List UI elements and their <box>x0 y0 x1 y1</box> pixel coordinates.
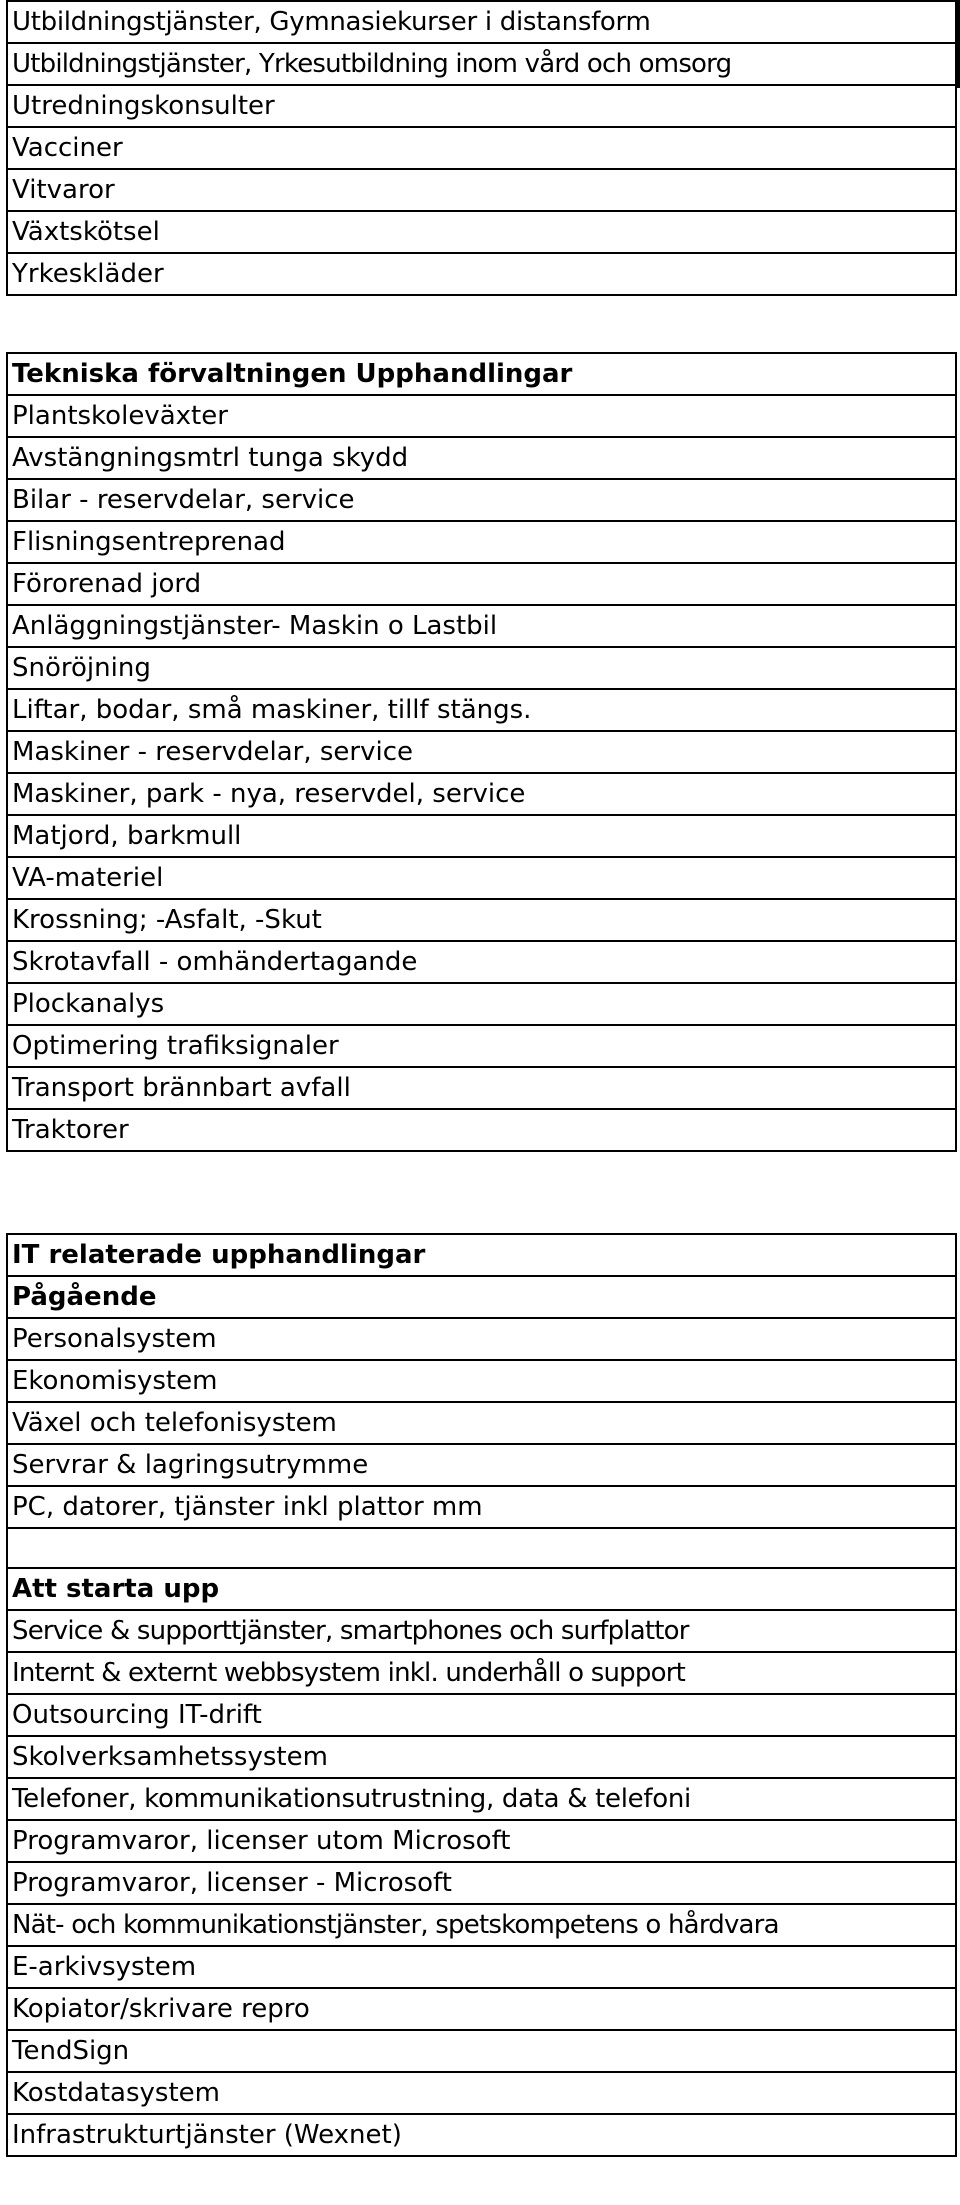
table-row <box>7 1652 956 1694</box>
list-item: TendSign <box>7 2030 956 2072</box>
empty-cell <box>7 1528 956 1568</box>
list-item: Matjord, barkmull <box>7 815 956 857</box>
table-row <box>7 1568 956 1610</box>
list-item: Programvaror, licenser utom Microsoft <box>7 1820 956 1862</box>
list-item: Servrar & lagringsutrymme <box>7 1444 956 1486</box>
list-item: Ekonomisystem <box>7 1360 956 1402</box>
list-item: Liftar, bodar, små maskiner, tillf stängs. <box>7 689 956 731</box>
list-item: Utredningskonsulter <box>7 85 956 127</box>
list-table <box>6 1233 957 2157</box>
list-item: Förorenad jord <box>7 563 956 605</box>
list-item: Avstängningsmtrl tunga skydd <box>7 437 956 479</box>
table-row <box>7 2072 956 2114</box>
list-item: Vitvaror <box>7 169 956 211</box>
section-heading: IT relaterade upphandlingar <box>7 1234 956 1276</box>
table-row <box>7 1402 956 1444</box>
table-row <box>7 85 956 127</box>
table-row <box>7 773 956 815</box>
table-row <box>7 1109 956 1151</box>
table-row <box>7 1276 956 1318</box>
list-item: PC, datorer, tjänster inkl plattor mm <box>7 1486 956 1528</box>
table-row <box>7 983 956 1025</box>
section-heading: Pågående <box>7 1276 956 1318</box>
list-item: Internt & externt webbsystem inkl. underhåll o support <box>7 1652 956 1694</box>
list-item: Optimering trafiksignaler <box>7 1025 956 1067</box>
table-row <box>7 1360 956 1402</box>
list-item: Infrastrukturtjänster (Wexnet) <box>7 2114 956 2156</box>
table-row <box>7 395 956 437</box>
table-row <box>7 1444 956 1486</box>
list-item: Utbildningstjänster, Gymnasiekurser i distansform <box>7 1 956 43</box>
section-heading: Att starta upp <box>7 1568 956 1610</box>
table-row <box>7 211 956 253</box>
table-row <box>7 1234 956 1276</box>
table-row <box>7 1778 956 1820</box>
table-row <box>7 2114 956 2156</box>
table-row <box>7 689 956 731</box>
list-item: Krossning; -Asfalt, -Skut <box>7 899 956 941</box>
block-general <box>6 0 957 296</box>
table-row <box>7 815 956 857</box>
list-item: Anläggningstjänster- Maskin o Lastbil <box>7 605 956 647</box>
list-item: Personalsystem <box>7 1318 956 1360</box>
table-row <box>7 1820 956 1862</box>
table-row <box>7 1736 956 1778</box>
list-item: Vacciner <box>7 127 956 169</box>
list-item: Traktorer <box>7 1109 956 1151</box>
block-tekniska-forvaltningen <box>6 352 957 1152</box>
table-row <box>7 1486 956 1528</box>
table-row <box>7 1862 956 1904</box>
table-row <box>7 1694 956 1736</box>
list-item: Transport brännbart avfall <box>7 1067 956 1109</box>
section-heading: Tekniska förvaltningen Upphandlingar <box>7 353 956 395</box>
list-item: Telefoner, kommunikationsutrustning, data & telefoni <box>7 1778 956 1820</box>
list-item: Programvaror, licenser - Microsoft <box>7 1862 956 1904</box>
table-row <box>7 1 956 43</box>
list-item: Plantskoleväxter <box>7 395 956 437</box>
list-item: Maskiner, park - nya, reservdel, service <box>7 773 956 815</box>
list-table <box>6 0 957 296</box>
table-row <box>7 563 956 605</box>
table-row <box>7 1318 956 1360</box>
list-table <box>6 352 957 1152</box>
table-row <box>7 253 956 295</box>
list-item: Skrotavfall - omhändertagande <box>7 941 956 983</box>
list-item: Plockanalys <box>7 983 956 1025</box>
table-row <box>7 43 956 85</box>
table-row <box>7 1946 956 1988</box>
table-row <box>7 127 956 169</box>
table-row <box>7 1904 956 1946</box>
table-row <box>7 169 956 211</box>
list-item: Flisningsentreprenad <box>7 521 956 563</box>
table-row <box>7 437 956 479</box>
list-item: Kopiator/skrivare repro <box>7 1988 956 2030</box>
list-item: Kostdatasystem <box>7 2072 956 2114</box>
list-item: Snöröjning <box>7 647 956 689</box>
table-row <box>7 1988 956 2030</box>
table-row <box>7 1610 956 1652</box>
list-item: Växtskötsel <box>7 211 956 253</box>
list-item: Yrkeskläder <box>7 253 956 295</box>
table-row <box>7 1025 956 1067</box>
table-row <box>7 479 956 521</box>
list-item: Maskiner - reservdelar, service <box>7 731 956 773</box>
table-row <box>7 605 956 647</box>
table-row <box>7 941 956 983</box>
table-row <box>7 1528 956 1568</box>
list-item: Outsourcing IT-drift <box>7 1694 956 1736</box>
list-item: Service & supporttjänster, smartphones och surfplattor <box>7 1610 956 1652</box>
table-row <box>7 899 956 941</box>
list-item: Skolverksamhetssystem <box>7 1736 956 1778</box>
list-item: Utbildningstjänster, Yrkesutbildning inom vård och omsorg <box>7 43 956 85</box>
list-item: Bilar - reservdelar, service <box>7 479 956 521</box>
table-row <box>7 731 956 773</box>
list-item: Växel och telefonisystem <box>7 1402 956 1444</box>
block-it-upphandlingar <box>6 1233 957 2157</box>
table-row <box>7 857 956 899</box>
table-row <box>7 2030 956 2072</box>
list-item: Nät- och kommunikationstjänster, spetskompetens o hårdvara <box>7 1904 956 1946</box>
table-row <box>7 353 956 395</box>
table-row <box>7 647 956 689</box>
table-row <box>7 1067 956 1109</box>
table-row <box>7 521 956 563</box>
list-item: VA-materiel <box>7 857 956 899</box>
list-item: E-arkivsystem <box>7 1946 956 1988</box>
